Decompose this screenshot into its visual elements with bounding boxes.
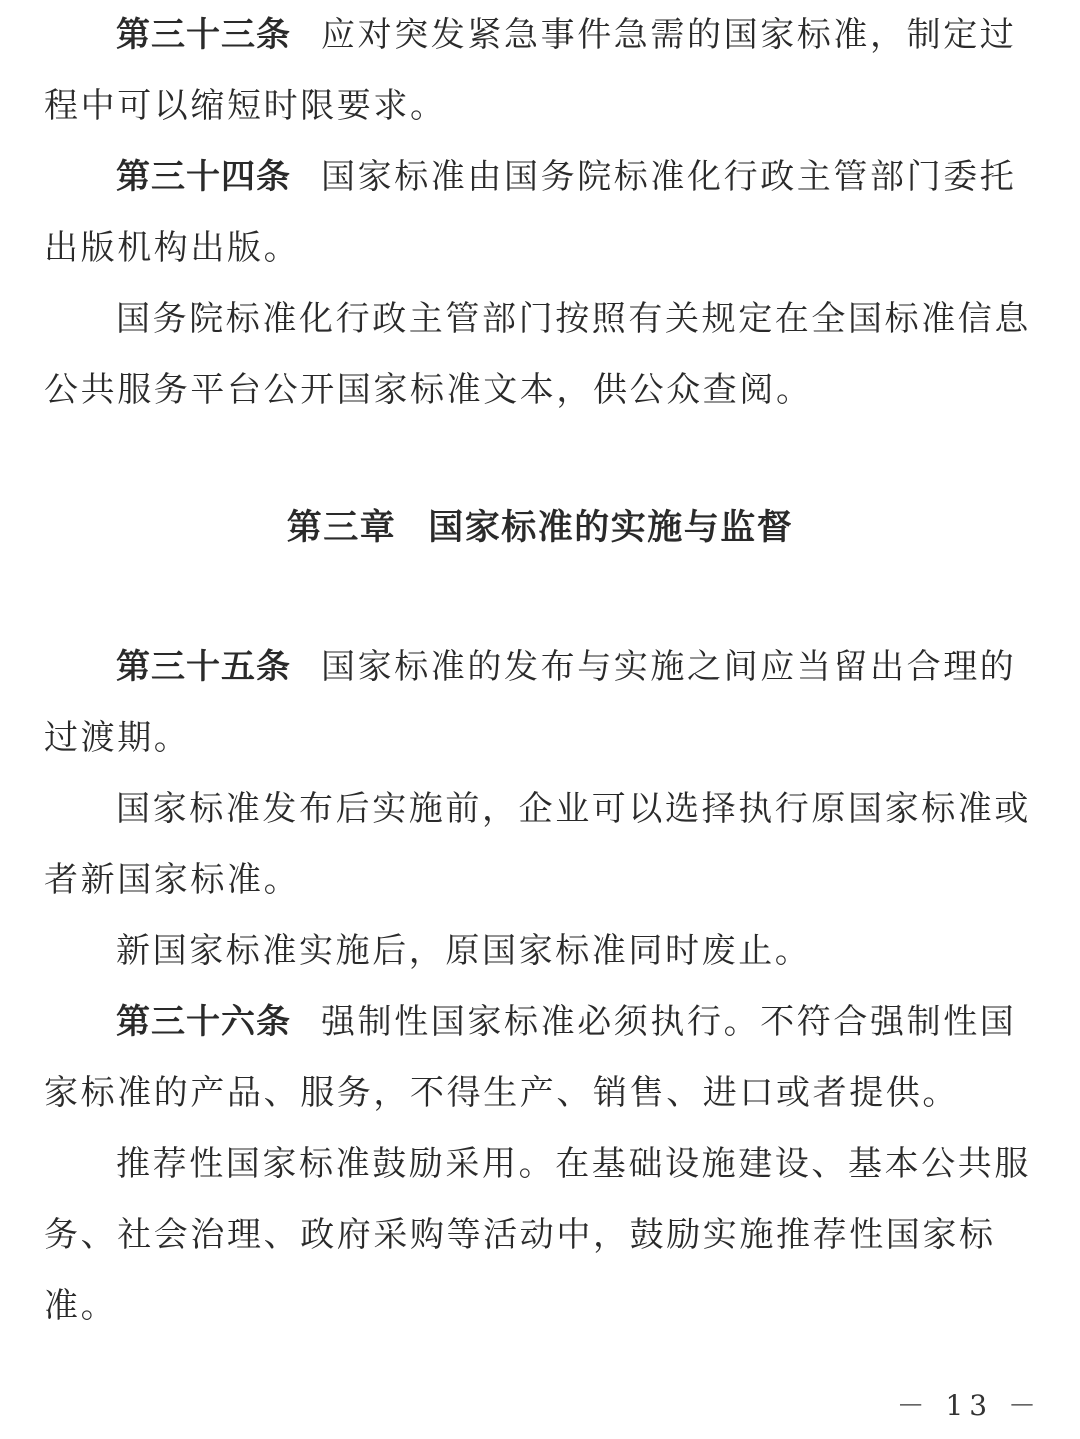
- paragraph-35-3: [44, 916, 1044, 987]
- article-33: [44, 0, 1044, 142]
- page-number: － 13 －: [896, 1389, 1042, 1422]
- paragraph-text: 新国家标准实施后，原国家标准同时废止。: [116, 931, 812, 971]
- article-34: [44, 142, 1044, 284]
- article-number: 第三十三条: [116, 15, 291, 55]
- chapter-title: 国家标准的实施与监督: [428, 508, 794, 548]
- paragraph-text: 推荐性国家标准鼓励采用。在基础设施建设、基本公共服务、社会治理、政府采购等活动中，鼓励实施推荐性国家标准。: [44, 1144, 1031, 1326]
- article-text: 强制性国家标准必须执行。不符合强制性国家标准的产品、服务，不得生产、销售、进口或者提供。: [44, 1002, 1017, 1113]
- article-text: 国家标准的发布与实施之间应当留出合理的过渡期。: [44, 647, 1017, 758]
- paragraph-36-2: [44, 1129, 1044, 1342]
- article-number: 第三十四条: [116, 157, 291, 197]
- article-35: [44, 632, 1044, 774]
- paragraph-text: 国家标准发布后实施前，企业可以选择执行原国家标准或者新国家标准。: [44, 789, 1031, 900]
- chapter-heading: [0, 498, 1080, 558]
- paragraph-35-2: [44, 774, 1044, 916]
- article-number: 第三十六条: [116, 1002, 291, 1042]
- article-number: 第三十五条: [116, 647, 291, 687]
- paragraph-34-2: [44, 284, 1044, 426]
- article-36: [44, 987, 1044, 1129]
- article-text: 国家标准由国务院标准化行政主管部门委托出版机构出版。: [44, 157, 1017, 268]
- article-text: 应对突发紧急事件急需的国家标准，制定过程中可以缩短时限要求。: [44, 15, 1017, 126]
- paragraph-text: 国务院标准化行政主管部门按照有关规定在全国标准信息公共服务平台公开国家标准文本，供公众查阅。: [44, 299, 1031, 410]
- chapter-number: 第三章: [286, 508, 397, 548]
